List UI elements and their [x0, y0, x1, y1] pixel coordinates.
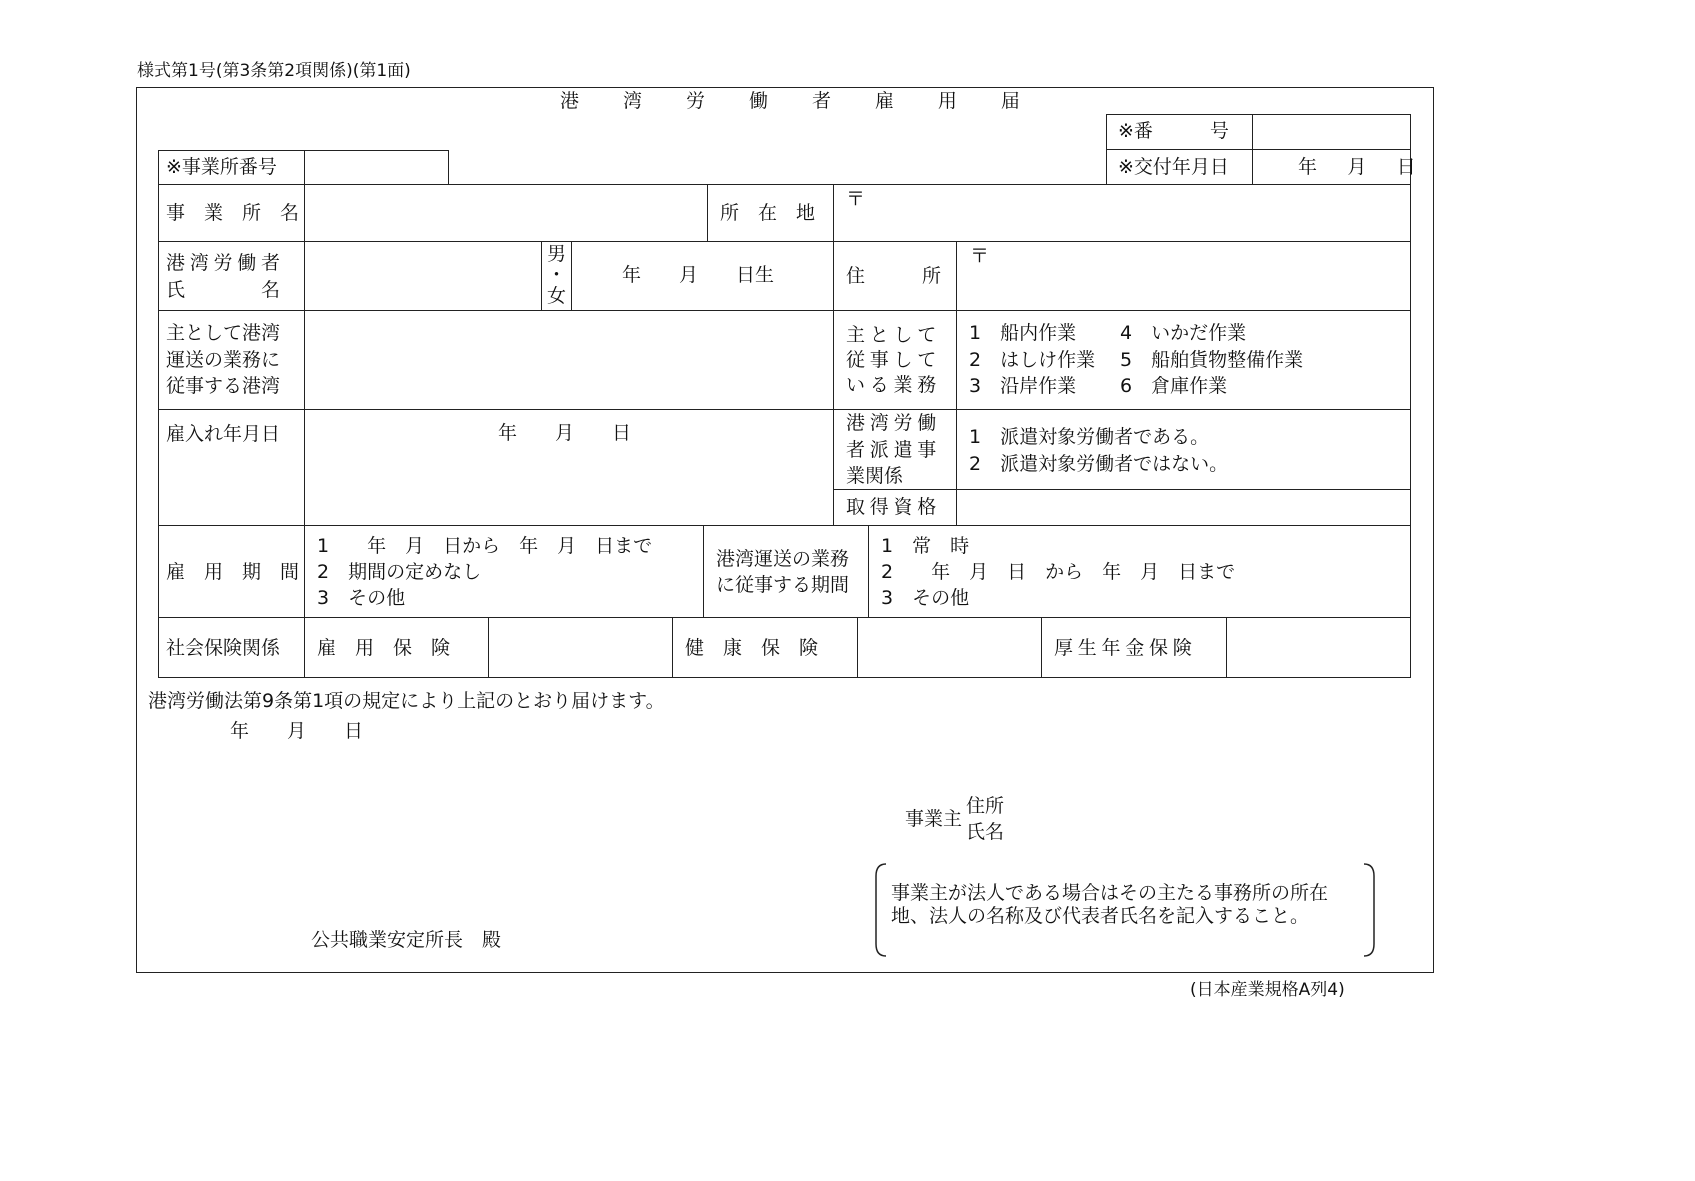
- sex-female[interactable]: 女: [547, 285, 567, 307]
- work-type-option[interactable]: 5 船舶貨物整備作業: [1120, 349, 1304, 371]
- address-postal-mark: 〒: [970, 245, 990, 267]
- sex-male[interactable]: 男: [547, 243, 567, 265]
- title-char: 働: [748, 90, 768, 112]
- form-title: [560, 92, 1020, 111]
- title-char: 者: [811, 90, 831, 112]
- dispatch-label-2: 者派遣事: [846, 439, 942, 461]
- work-type-option[interactable]: 3 沿岸作業: [969, 375, 1077, 397]
- port-period-option[interactable]: 3 その他: [881, 587, 970, 609]
- employer-address-label: 住所: [966, 795, 1005, 817]
- worker-name-field[interactable]: [305, 242, 540, 309]
- title-char: 雇: [874, 90, 894, 112]
- pension-insurance-label: 厚生年金保険: [1054, 637, 1197, 659]
- address-label: 住 所: [846, 265, 942, 287]
- issue-date-value[interactable]: 年 月 日: [1298, 156, 1422, 178]
- location-field[interactable]: [834, 185, 1410, 240]
- sex-separator: ・: [547, 264, 567, 286]
- main-port-label-1: 主として港湾: [166, 322, 281, 344]
- health-insurance-field[interactable]: [858, 618, 1040, 677]
- title-char: 港: [560, 90, 580, 112]
- work-type-option[interactable]: 2 はしけ作業: [969, 349, 1096, 371]
- paper-size-note: (日本産業規格A列4): [1190, 980, 1345, 1000]
- note-line-1: 事業主が法人である場合はその主たる事務所の所在: [891, 882, 1329, 904]
- recipient: 公共職業安定所長 殿: [311, 929, 502, 951]
- office-number-label: ※事業所番号: [166, 156, 277, 178]
- work-type-option[interactable]: 4 いかだ作業: [1120, 322, 1247, 344]
- issue-date-label: ※交付年月日: [1118, 156, 1229, 178]
- employment-insurance-label: 雇 用 保 険: [317, 637, 451, 659]
- birth-date[interactable]: 年 月 日生: [622, 264, 775, 286]
- health-insurance-label: 健 康 保 険: [685, 637, 819, 659]
- employer-label: 事業主: [905, 808, 963, 830]
- worker-name-label-1: 港湾労働者: [166, 252, 285, 274]
- office-number-field[interactable]: [305, 151, 448, 184]
- period-option[interactable]: 2 期間の定めなし: [317, 561, 482, 583]
- hire-date-label: 雇入れ年月日: [166, 423, 281, 445]
- employer-name-label: 氏名: [966, 821, 1005, 843]
- note-line-2: 地、法人の名称及び代表者氏名を記入すること。: [891, 905, 1310, 927]
- employment-period-label: 雇 用 期 間: [166, 561, 300, 583]
- location-postal-mark: 〒: [846, 188, 866, 210]
- work-type-option[interactable]: 6 倉庫作業: [1120, 375, 1228, 397]
- main-port-label-2: 運送の業務に: [166, 349, 281, 371]
- hire-date-value[interactable]: 年 月 日: [498, 422, 632, 444]
- employment-insurance-field[interactable]: [489, 618, 671, 677]
- port-period-option[interactable]: 2 年 月 日 から 年 月 日まで: [881, 561, 1236, 583]
- worker-name-label-2: 氏 名: [166, 279, 281, 301]
- dispatch-label-3: 業関係: [846, 465, 904, 487]
- main-work-label-3: いる業務: [846, 374, 942, 396]
- port-period-label-1: 港湾運送の業務: [716, 548, 850, 570]
- dispatch-label-1: 港湾労働: [846, 412, 942, 434]
- title-char: 労: [685, 90, 705, 112]
- period-option[interactable]: 3 その他: [317, 587, 406, 609]
- title-char: 届: [1000, 90, 1020, 112]
- port-period-label-2: に従事する期間: [716, 574, 850, 596]
- qualification-label: 取得資格: [846, 496, 942, 518]
- office-name-label: 事 業 所 名: [166, 202, 300, 224]
- title-char: 用: [937, 90, 957, 112]
- qualification-field[interactable]: [957, 490, 1410, 524]
- main-port-field[interactable]: [305, 311, 832, 408]
- declaration: 港湾労働法第9条第1項の規定により上記のとおり届けます。: [148, 690, 665, 712]
- work-type-option[interactable]: 1 船内作業: [969, 322, 1077, 344]
- location-label: 所 在 地: [720, 202, 816, 224]
- office-name-field[interactable]: [305, 185, 706, 240]
- main-work-label-1: 主として: [846, 324, 942, 346]
- form-number: 様式第1号(第3条第2項関係)(第1面): [137, 61, 411, 81]
- submission-date[interactable]: 年 月 日: [230, 720, 364, 742]
- dispatch-option[interactable]: 1 派遣対象労働者である。: [969, 426, 1210, 448]
- main-port-label-3: 従事する港湾: [166, 375, 281, 397]
- period-option[interactable]: 1 年 月 日から 年 月 日まで: [317, 535, 653, 557]
- address-field[interactable]: [957, 242, 1410, 309]
- dispatch-option[interactable]: 2 派遣対象労働者ではない。: [969, 453, 1229, 475]
- port-period-option[interactable]: 1 常 時: [881, 535, 970, 557]
- title-char: 湾: [622, 90, 642, 112]
- pension-insurance-field[interactable]: [1227, 618, 1410, 677]
- social-insurance-label: 社会保険関係: [166, 637, 281, 659]
- main-work-label-2: 従事して: [846, 349, 942, 371]
- number-field[interactable]: [1253, 115, 1410, 148]
- number-label: ※番 号: [1118, 120, 1229, 142]
